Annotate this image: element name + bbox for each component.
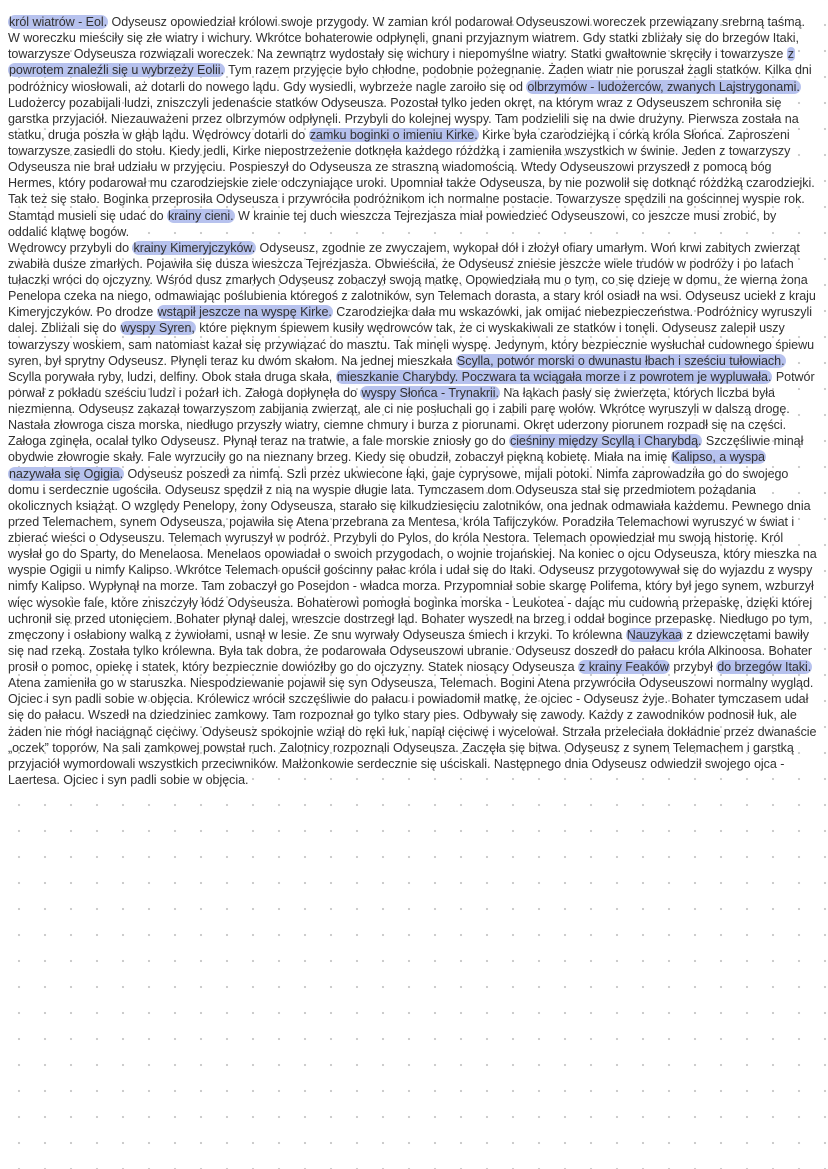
text-segment: Kirke była czarodziejką i córką króla Słońca. Zaproszeni towarzysze zasiedli do stołu. Kiedy jedli, Kirke niepostrzeżenie dotknęła każdego różdżką i zamieniła wszystkich w świnie. Jeden z towarzyszy Odyseusza nie brał udziału w przyjęciu. Pospieszył do Odyseusza ze straszną wiadomością. Wtedy Odyseuszowi przyszedł z pomocą bóg Hermes, który podarował mu czarodziejskie ziele odczyniające uroki. Upomniał także Odyseusza, by nie pozwolił się dotknąć różdżką czarodziejki. Tak też się stało. Boginka przeprosiła Odyseusza i przywróciła podróżnikom ich normalne postacie. Towarzysze spędzili na gościnnej wyspie rok. Stamtąd musieli się udać do	[8, 127, 815, 223]
text-segment: Potwór porwał z pokładu sześciu ludzi i pożarł ich. Załoga dopłynęła do	[8, 369, 815, 400]
text-segment: przybył	[669, 660, 717, 674]
highlighted-phrase: cieśniny między Scyllą i Charybdą.	[509, 434, 702, 449]
highlighted-phrase: zamku boginki o imieniu Kirke.	[309, 127, 478, 142]
text-segment: Atena zamieniła go w staruszka. Niespodziewanie pojawił się syn Odyseusza, Telemach. Bogini Atena przywróciła Odyseuszowi normalny wygląd. Ojciec i syn padli sobie w objęcia. Królewicz wrócił szczęśliwie do pałacu i powiadomił matkę, że ojciec - Odyseusz żyje. Bohater tymczasem udał się do pałacu. Wszedł na dziedziniec zamkowy. Tam rozpoznał go tylko stary pies. Odbywały się zawody. Każdy z zawodników podnosił łuk, ale żaden nie mógł naciągnąć cięciwy. Odyseusz spokojnie wziął do ręki łuk, napiął cięciwę i wycelował. Strzała przeleciała dokładnie przez dwanaście „oczek” toporów. Na sali zamkowej powstał ruch. Zalotnicy rozpoznali Odyseusza. Zaczęła się bitwa. Odyseusz z synem Telemachem i garstką przyjaciół wymordowali wszystkich przeciwników. Małżonkowie serdecznie się uściskali. Następnego dnia Odyseusz odwiedził swojego ojca - Laertesa. Ojciec i syn padli sobie w objęcia.	[8, 676, 817, 787]
highlighted-phrase: wyspy Słońca - Trynakrii.	[361, 385, 499, 400]
text-segment: Odyseusz poszedł za nimfą. Szli przez ukwiecone łąki, gaje cyprysowe, mijali potoki. Nimfa zaprowadziła go do swojego domu i serdecznie ugościła. Odyseusz spędził z nią na wyspie długie lata. Tymczasem dom Odyseusza stał się przedmiotem pożądania okolicznych książąt. O względy Penelopy, żony Odyseusza, starało się kilkudziesięciu zalotników, ona jednak odmawiała każdemu. Pewnego dnia przed Telemachem, synem Odyseusza, pojawiła się Atena przebrana za Mentesa, króla Tafijczyków. Poradziła Telemachowi wyruszyć w świat i zbierać wieści o Odyseuszu. Telemach wyruszył w podróż. Przybyli do Pylos, do króla Nestora. Telemach opowiedział mu swoją historię. Król wysłał go do Sparty, do Menelaosa. Menelaos opowiadał o swoich przygodach, o wojnie trojańskiej. Na koniec o ojcu Odyseusza, który mieszka na wyspie Ogigii u nimfy Kalipso. Wkrótce Telemach opuścił gościnny pałac króla i udał się do Itaki. Odyseusz przygotowywał się do wyjazdu z wyspy nimfy Kalipso. Wypłynął na morze. Tam zobaczył go Posejdon - władca morza. Przypomniał sobie skargę Polifema, który był jego synem, wzburzył więc wysokie fale, które zniszczyły łódź Odyseusza. Bohaterowi pomogła boginka morska - Leukotea - dając mu cudowną przepaskę, dzięki której uchronił się przed utonięciem. Bohater płynął dalej, wreszcie dostrzegł ląd. Bohater wyszedł na brzeg i oddał bogince przepaskę. Niedługo po tym, zmęczony i osłabiony walką z żywiołami, usnął w lesie. Ze snu wyrwały Odyseusza śmiech i krzyki. To królewna	[8, 466, 817, 642]
highlighted-phrase: z krainy Feaków	[579, 660, 669, 674]
highlighted-phrase: wyspy Syren,	[120, 321, 195, 336]
note-text	[8, 14, 818, 788]
highlighted-phrase: do brzegów Itaki.	[717, 660, 812, 674]
text-segment: Odyseusz opowiedział królowi swoje przygody. W zamian król podarował Odyseuszowi woreczek przewiązany srebrną taśmą. W woreczku mieściły się złe wiatry i wichury. Wkrótce bohaterowie odpłynęli, gnani przyjaznym wiatrem. Gdy statki zbliżały się do brzegów Itaki, towarzysze Odyseusza rozwiązali woreczek. Na zewnątrz wydostały się wichury i niepomyślne wiatry. Statki gwałtownie skręciły i towarzysze	[8, 15, 805, 62]
highlighted-phrase: Kalipso, a wyspa nazywała się Ogigia.	[9, 450, 765, 481]
highlighted-phrase: Scylla, potwór morski o dwunastu łbach i sześciu tułowiach.	[456, 353, 785, 368]
text-segment: Scylla porywała ryby, ludzi, delfiny. Obok stała druga skała,	[8, 369, 336, 384]
highlighted-phrase: olbrzymów - ludożerców, zwanych Lajstrygonami.	[527, 79, 800, 94]
text-segment: W krainie tej duch wieszcza Tejrezjasza miał powiedzieć Odyseuszowi, co jeszcze musi zrobić, by oddalić klątwę bogów.	[8, 208, 777, 239]
text-segment: które pięknym śpiewem kusiły wędrowców tak, że ci wyskakiwali ze statków i tonęli. Odyseusz zalepił uszy towarzyszy woskiem, sam natomiast kazał się przywiązać do masztu. Tak minęli wyspę. Jedynym, który bezpiecznie wysłuchał cudownego śpiewu syren, był sprytny Odyseusz. Płynęli teraz ku dwóm skałom. Na jednej mieszkała	[8, 321, 815, 368]
paragraph-eol-to-kirke	[8, 14, 818, 240]
text-segment: Wędrowcy przybyli do	[8, 240, 133, 255]
text-segment: Ludożercy pozabijali ludzi, zniszczyli jedenaście statków Odyseusza. Pozostał tylko jeden okręt, na którym wraz z Odyseuszem schroniła się garstka przyjaciół. Niezauważeni przez olbrzymów odpłynęli. Przybyli do kolejnej wyspy. Tam podzielili się na dwie drużyny. Pierwsza została na statku, druga poszła w głąb lądu. Wędrowcy dotarli do	[8, 95, 799, 142]
highlighted-phrase: krainy Kimeryjczyków.	[133, 240, 256, 255]
text-segment: z dziewczętami bawiły się nad rzeką. Została tylko królewna. Była tak dobra, że podarowała Odyseuszowi ubranie. Odyseusz doszedł do pałacu króla Alkinoosa. Bohater prosił o pomoc, opiekę i statek, który bezpiecznie dowiózłby go do ojczyzny. Statek niosący Odyseusza	[8, 627, 813, 674]
text-segment: Odyseusz, zgodnie ze zwyczajem, wykopał dół i złożył ofiary umarłym. Woń krwi zabitych zwierząt zwabiła dusze zmarłych. Pojawiła się dusza wieszcza Tejrezjasza. Obwieściła, że Odyseusz zniesie jeszcze wiele trudów w podróży i po latach tułaczki wróci do ojczyzny. Wśród dusz zmarłych Odyseusz zobaczył swoją matkę. Opowiedziała mu o tym, co się dzieje w domu, że wierna żona Penelopa czeka na niego, odmawiając poślubienia któregoś z zalotników, syn Telemach dorasta, a stary król osiadł na wsi. Odyseusz uciekł z kraju Kimeryjczyków. Po drodze	[8, 240, 816, 320]
highlighted-phrase: z powrotem znaleźli się u wybrzeży Eolii.	[9, 47, 794, 78]
text-segment: Czarodziejka dała mu wskazówki, jak omijać niebezpieczeństwa. Podróżnicy wyruszyli dalej. Zbliżali się do	[8, 305, 812, 336]
text-segment: Szczęśliwie minął obydwie złowrogie skały. Fale wyrzuciły go na nieznany brzeg. Kiedy się obudził, zobaczył piękną kobietę. Miała na imię	[8, 434, 804, 465]
highlighted-phrase: król wiatrów - Eol.	[9, 15, 108, 29]
text-segment: Tym razem przyjęcie było chłodne, podobnie pożegnanie. Żaden wiatr nie poruszał żagli statków. Kilka dni podróżnicy wiosłowali, aż dotarli do nowego lądu. Gdy wysiedli, wybrzeże nagle zaroiło się od	[8, 63, 812, 94]
highlighted-phrase: wstąpił jeszcze na wyspę Kirke.	[157, 305, 332, 320]
paragraph-kimerians-to-ithaca	[8, 240, 818, 788]
highlighted-phrase: mieszkanie Charybdy. Poczwara ta wciągała morze i z powrotem je wypluwała.	[336, 369, 772, 384]
highlighted-phrase: Nauzykaa	[626, 627, 683, 642]
text-segment: Na łąkach pasły się zwierzęta, których liczba była niezmienna. Odyseusz zakazał towarzyszom zabijania zwierząt, ale ci nie posłuchali go i zabili parę wołów. Wkrótce wyruszyli w dalszą drogę. Nastała złowroga cisza morska, niedługo przyszły wiatry, ciemne chmury i burza z piorunami. Okręt uderzony piorunem rozpadł się na części. Załoga zginęła, ocalał tylko Odyseusz. Płynął teraz na tratwie, a fale morskie zniosły go do	[8, 385, 790, 449]
highlighted-phrase: krainy cieni.	[168, 208, 234, 223]
